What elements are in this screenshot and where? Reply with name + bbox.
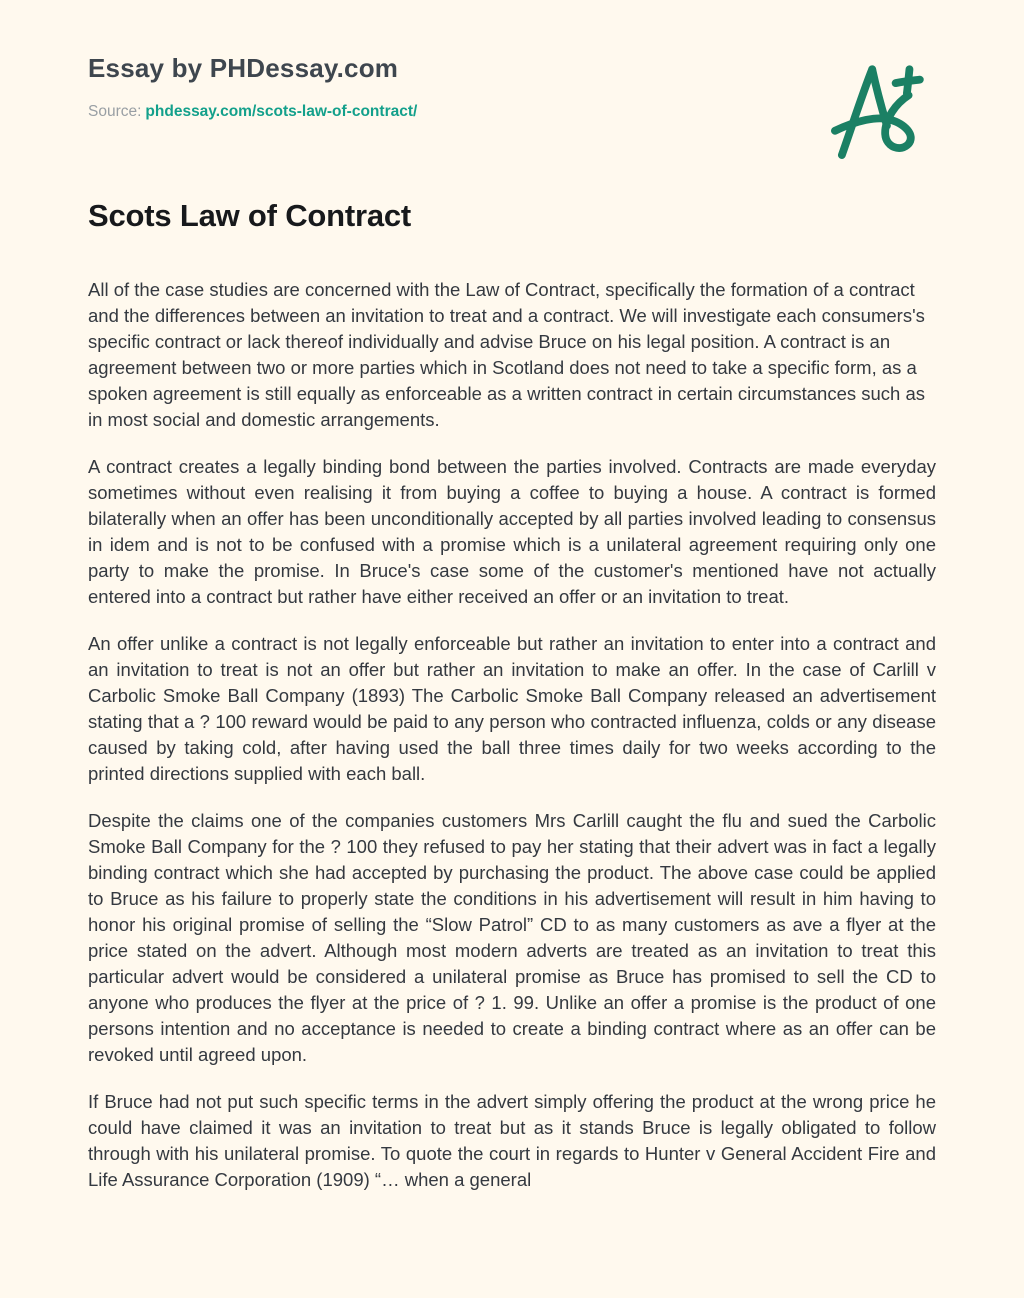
- paragraph-2: A contract creates a legally binding bond between the parties involved. Contracts are made everyday sometimes without even realising it from buying a coffee to buying a house. A contract is formed bilaterally when an offer has been unconditionally accepted by all parties involved leading to consensus in idem and is not to be confused with a promise which is a unilateral agreement requiring only one party to make the promise. In Bruce's case some of the customer's mentioned have not actually entered into a contract but rather have either received an offer or an invitation to treat.: [88, 456, 936, 607]
- paragraph-5: If Bruce had not put such specific terms in the advert simply offering the product at the wrong price he could have claimed it was an invitation to treat but as it stands Bruce is legally obligated to follow through with his unilateral promise. To quote the court in regards to Hunter v General Accident Fire and Life Assurance Corporation (1909) “… when a general: [88, 1091, 936, 1190]
- source-line: [88, 103, 936, 121]
- source-link[interactable]: phdessay.com/scots-law-of-contract/: [145, 103, 418, 120]
- byline: Essay by PHDessay.com: [88, 53, 399, 83]
- a-plus-logo-icon: [830, 58, 930, 162]
- paragraph-4: Despite the claims one of the companies customers Mrs Carlill caught the flu and sued the Carbolic Smoke Ball Company for the ? 100 they refused to pay her stating that their advert was in fact a legally binding contract which she had accepted by purchasing the product. The above case could be applied to Bruce as his failure to properly state the conditions in his advertisement will result in him having to honor his original promise of selling the “Slow Patrol” CD to as many customers as ave a flyer at the price stated on the advert. Although most modern adverts are treated as an invitation to treat this particular advert would be considered a unilateral promise as Bruce has promised to sell the CD to anyone who produces the flyer at the price of ? 1. 99. Unlike an offer a promise is the product of one persons intention and no acceptance is needed to create a binding contract where as an offer can be revoked until agreed upon.: [88, 810, 936, 1065]
- paragraph-3: An offer unlike a contract is not legally enforceable but rather an invitation to enter into a contract and an invitation to treat is not an offer but rather an invitation to make an offer. In the case of Carlill v Carbolic Smoke Ball Company (1893) The Carbolic Smoke Ball Company released an advertisement stating that a ? 100 reward would be paid to any person who contracted influenza, colds or any disease caused by taking cold, after having used the ball three times daily for two weeks according to the printed directions supplied with each ball.: [88, 633, 936, 784]
- source-label: Source:: [88, 103, 142, 120]
- essay-body: [88, 277, 936, 1193]
- paragraph-1: All of the case studies are concerned with the Law of Contract, specifically the formation of a contract and the differences between an invitation to treat and a contract. We will investigate each consumers's specific contract or lack thereof individually and advise Bruce on his legal position. A contract is an agreement between two or more parties which in Scotland does not need to take a specific form, as a spoken agreement is still equally as enforceable as a written contract in certain circumstances such as in most social and domestic arrangements.: [88, 279, 926, 430]
- page-title: Scots Law of Contract: [88, 198, 412, 233]
